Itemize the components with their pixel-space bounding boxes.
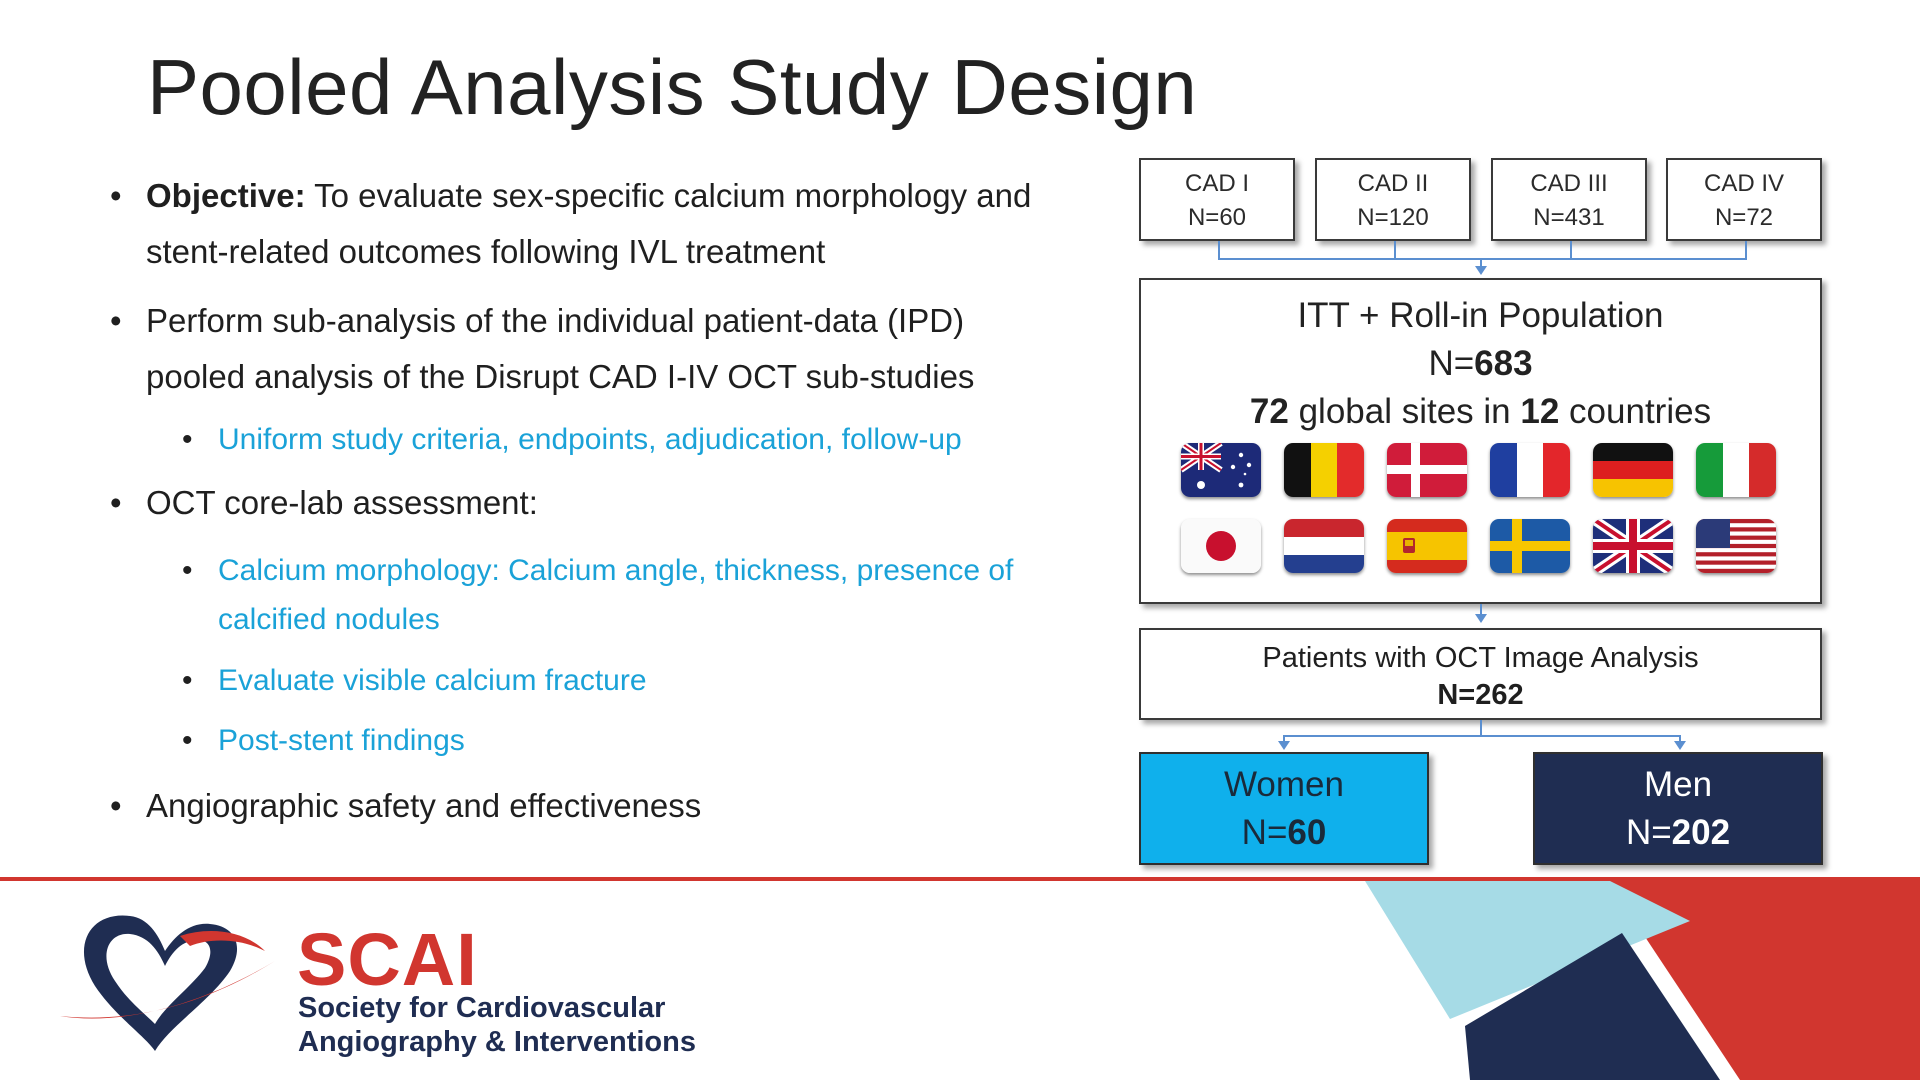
- connector-line: [1745, 241, 1747, 259]
- connector-line: [1394, 241, 1396, 259]
- arrow-down-icon: [1475, 614, 1487, 623]
- study-box-cad-3: [1491, 158, 1647, 241]
- bullet-dot: •: [110, 177, 122, 214]
- women-label: Women: [1224, 765, 1344, 804]
- connector-line: [1480, 720, 1482, 736]
- study-box-cad-1: [1139, 158, 1295, 241]
- belgium-flag-icon: [1284, 443, 1364, 497]
- sweden-flag-icon: [1490, 519, 1570, 573]
- oct-title: Patients with OCT Image Analysis: [1262, 642, 1699, 674]
- denmark-flag-icon: [1387, 443, 1467, 497]
- germany-flag-icon: [1593, 443, 1673, 497]
- oct-analysis-box: [1139, 628, 1822, 720]
- page-title: Pooled Analysis Study Design: [147, 43, 1198, 131]
- itt-population-box: [1139, 278, 1822, 604]
- country-flags: [1181, 443, 1791, 573]
- footer: [0, 881, 1920, 1080]
- study-name: CAD III: [1530, 170, 1608, 197]
- women-group-box: [1139, 752, 1429, 865]
- united-kingdom-flag-icon: [1593, 519, 1673, 573]
- org-full-name: Society for Cardiovascular Angiography & Interventions: [298, 992, 696, 1058]
- study-n: N=120: [1357, 204, 1429, 231]
- study-name: CAD IV: [1703, 170, 1784, 197]
- sites-line: 72 global sites in 12 countries: [1249, 392, 1712, 431]
- oct-n: N=262: [1437, 679, 1524, 711]
- arrow-down-icon: [1278, 741, 1290, 750]
- scai-logo-icon: [60, 906, 280, 1056]
- men-n: N=202: [1625, 813, 1731, 852]
- objective-text: To evaluate sex-specific calcium morphology and stent-related outcomes following IVL treatment: [146, 177, 1032, 270]
- study-n: N=60: [1187, 204, 1247, 231]
- connector-line: [1570, 241, 1572, 259]
- men-label: Men: [1643, 765, 1713, 804]
- france-flag-icon: [1490, 443, 1570, 497]
- netherlands-flag-icon: [1284, 519, 1364, 573]
- calcium-text: Calcium morphology: Calcium angle, thickness, presence of calcified nodules: [218, 554, 1014, 636]
- japan-flag-icon: [1181, 519, 1261, 573]
- italy-flag-icon: [1696, 443, 1776, 497]
- footer-decoration: [0, 881, 1920, 1080]
- connector-line: [1218, 241, 1220, 259]
- objective-label: Objective:: [146, 177, 306, 214]
- study-name: CAD I: [1184, 170, 1249, 197]
- spain-flag-icon: [1387, 519, 1467, 573]
- study-box-cad-2: [1315, 158, 1471, 241]
- connector-line: [1283, 735, 1681, 737]
- oct-core-text: OCT core-lab assessment:: [146, 484, 538, 521]
- uniform-text: Uniform study criteria, endpoints, adjudication, follow-up: [218, 423, 962, 456]
- angio-text: Angiographic safety and effectiveness: [146, 787, 702, 824]
- study-n: N=72: [1714, 204, 1774, 231]
- australia-flag-icon: [1181, 443, 1261, 497]
- itt-title: ITT + Roll-in Population: [1297, 296, 1664, 335]
- poststent-text: Post-stent findings: [218, 724, 465, 757]
- arrow-down-icon: [1475, 266, 1487, 275]
- fracture-text: Evaluate visible calcium fracture: [218, 664, 647, 697]
- connector-line: [1480, 604, 1482, 614]
- men-group-box: [1533, 752, 1823, 865]
- study-name: CAD II: [1357, 170, 1429, 197]
- united-states-flag-icon: [1696, 519, 1776, 573]
- connector-line: [1218, 258, 1747, 260]
- women-n: N=60: [1241, 813, 1327, 852]
- org-short-name: SCAI: [297, 918, 478, 1001]
- ipd-text: Perform sub-analysis of the individual patient-data (IPD) pooled analysis of the Disrupt CAD I-IV OCT sub-studies: [146, 302, 975, 395]
- arrow-down-icon: [1674, 741, 1686, 750]
- study-box-cad-4: [1666, 158, 1822, 241]
- itt-n: N=683: [1428, 344, 1533, 383]
- study-n: N=431: [1533, 204, 1605, 231]
